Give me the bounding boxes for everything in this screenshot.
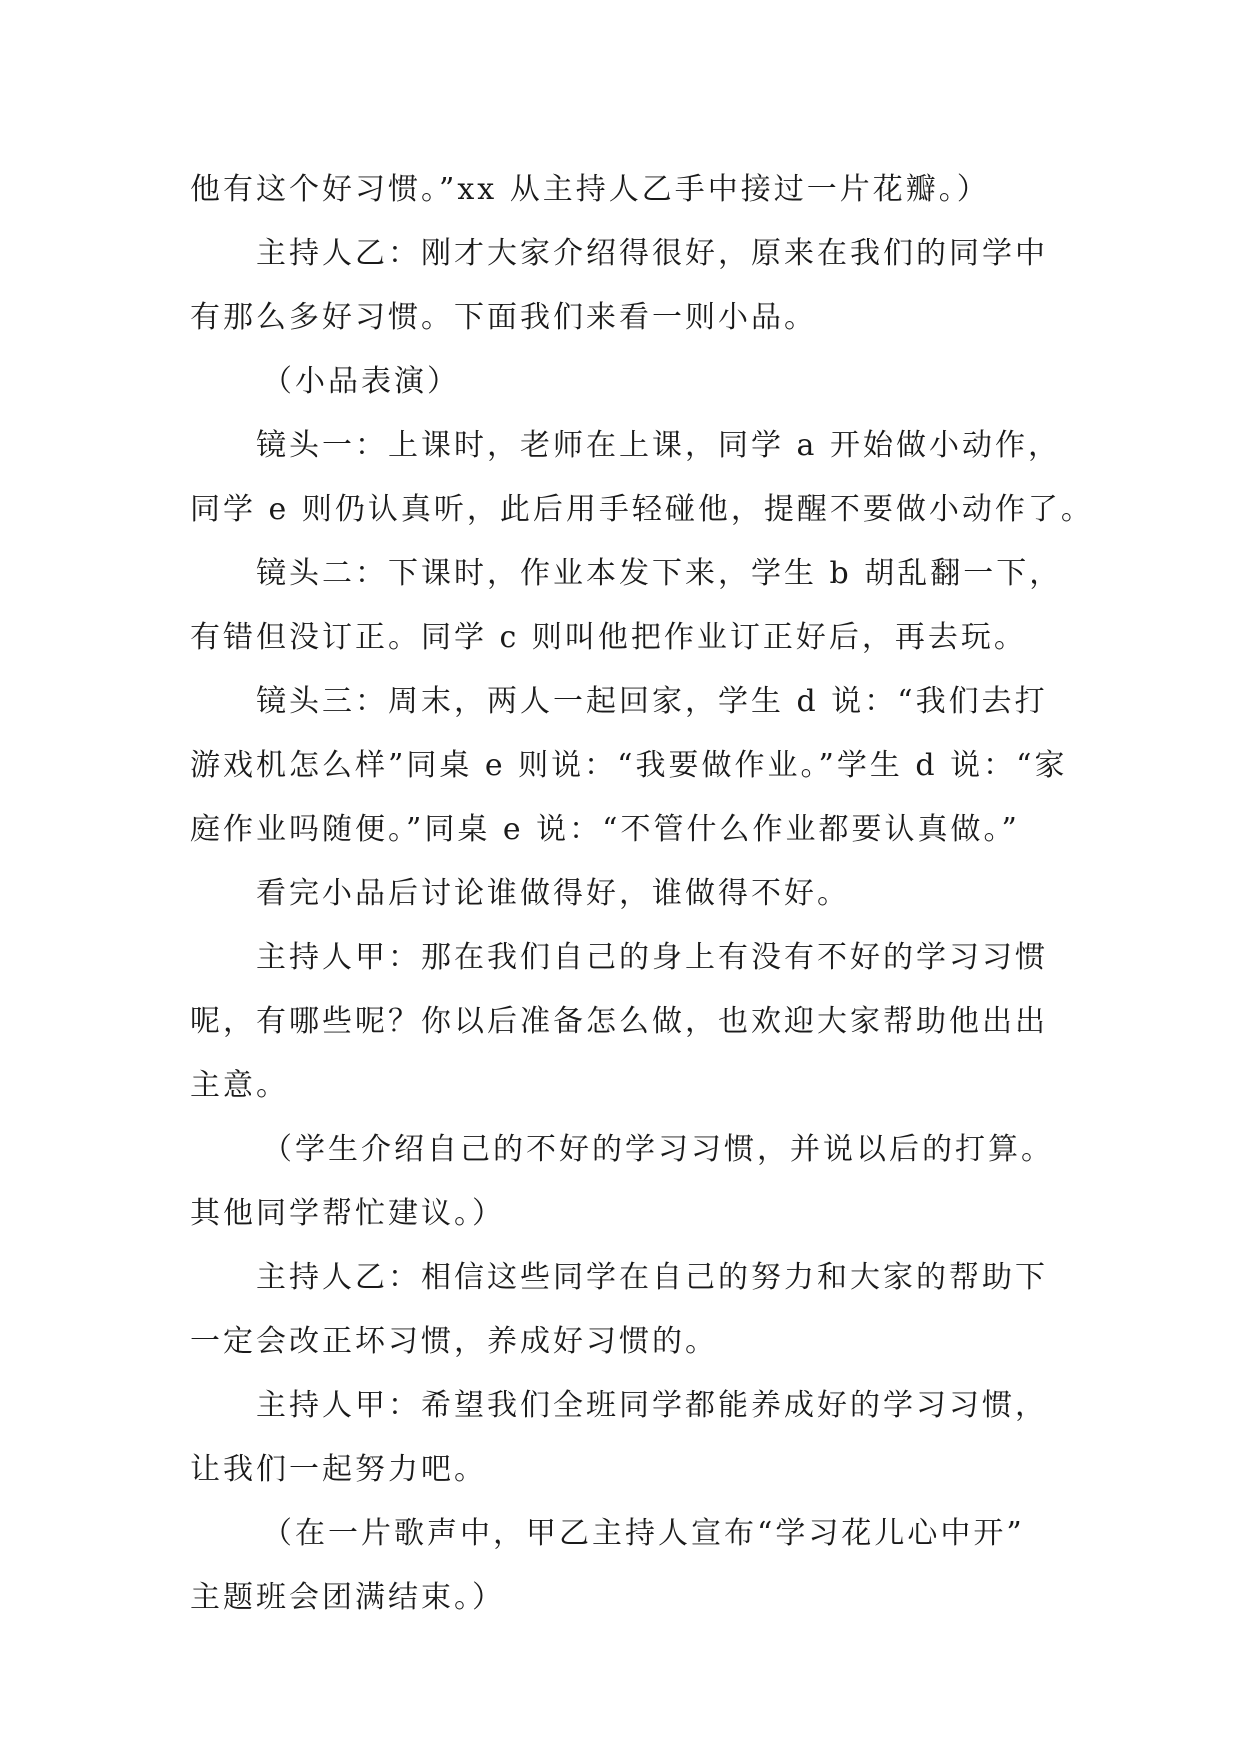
text-line: 看完小品后讨论谁做得好，谁做得不好。	[256, 876, 850, 911]
text-line: （学生介绍自己的不好的学习习惯，并说以后的打算。	[262, 1132, 1054, 1167]
text-line: 庭作业吗随便。”同桌 e 说：“不管什么作业都要认真做。”	[190, 812, 1020, 847]
text-line: 有那么多好习惯。下面我们来看一则小品。	[190, 300, 817, 335]
text-line: 让我们一起努力吧。	[190, 1452, 487, 1487]
text-line: 同学 e 则仍认真听，此后用手轻碰他，提醒不要做小动作了。	[190, 492, 1094, 527]
text-line: 有错但没订正。同学 c 则叫他把作业订正好后，再去玩。	[190, 620, 1027, 655]
text-line: 镜头二：下课时，作业本发下来，学生 b 胡乱翻一下，	[256, 556, 1063, 591]
document-body	[190, 158, 1094, 1630]
text-line: 呢，有哪些呢？你以后准备怎么做，也欢迎大家帮助他出出	[190, 1004, 1048, 1039]
text-line: （在一片歌声中，甲乙主持人宣布“学习花儿心中开”	[262, 1516, 1025, 1551]
text-line: 游戏机怎么样”同桌 e 则说：“我要做作业。”学生 d 说：“家	[190, 748, 1068, 783]
text-line: 镜头一：上课时，老师在上课，同学 a 开始做小动作，	[256, 428, 1061, 463]
text-line: 一定会改正坏习惯，养成好习惯的。	[190, 1324, 718, 1359]
text-line: 主意。	[190, 1068, 289, 1103]
text-line: （小品表演）	[262, 364, 460, 399]
text-line: 主持人甲：希望我们全班同学都能养成好的学习习惯，	[256, 1388, 1048, 1423]
text-line: 其他同学帮忙建议。）	[190, 1196, 505, 1231]
text-line: 镜头三：周末，两人一起回家，学生 d 说：“我们去打	[256, 684, 1048, 719]
text-line: 主持人甲：那在我们自己的身上有没有不好的学习习惯	[256, 940, 1048, 975]
text-line: 主题班会团满结束。）	[190, 1580, 505, 1615]
text-line: 主持人乙：相信这些同学在自己的努力和大家的帮助下	[256, 1260, 1048, 1295]
text-line: 主持人乙：刚才大家介绍得很好，原来在我们的同学中	[256, 236, 1048, 271]
text-line: 他有这个好习惯。”xx 从主持人乙手中接过一片花瓣。）	[190, 172, 990, 207]
